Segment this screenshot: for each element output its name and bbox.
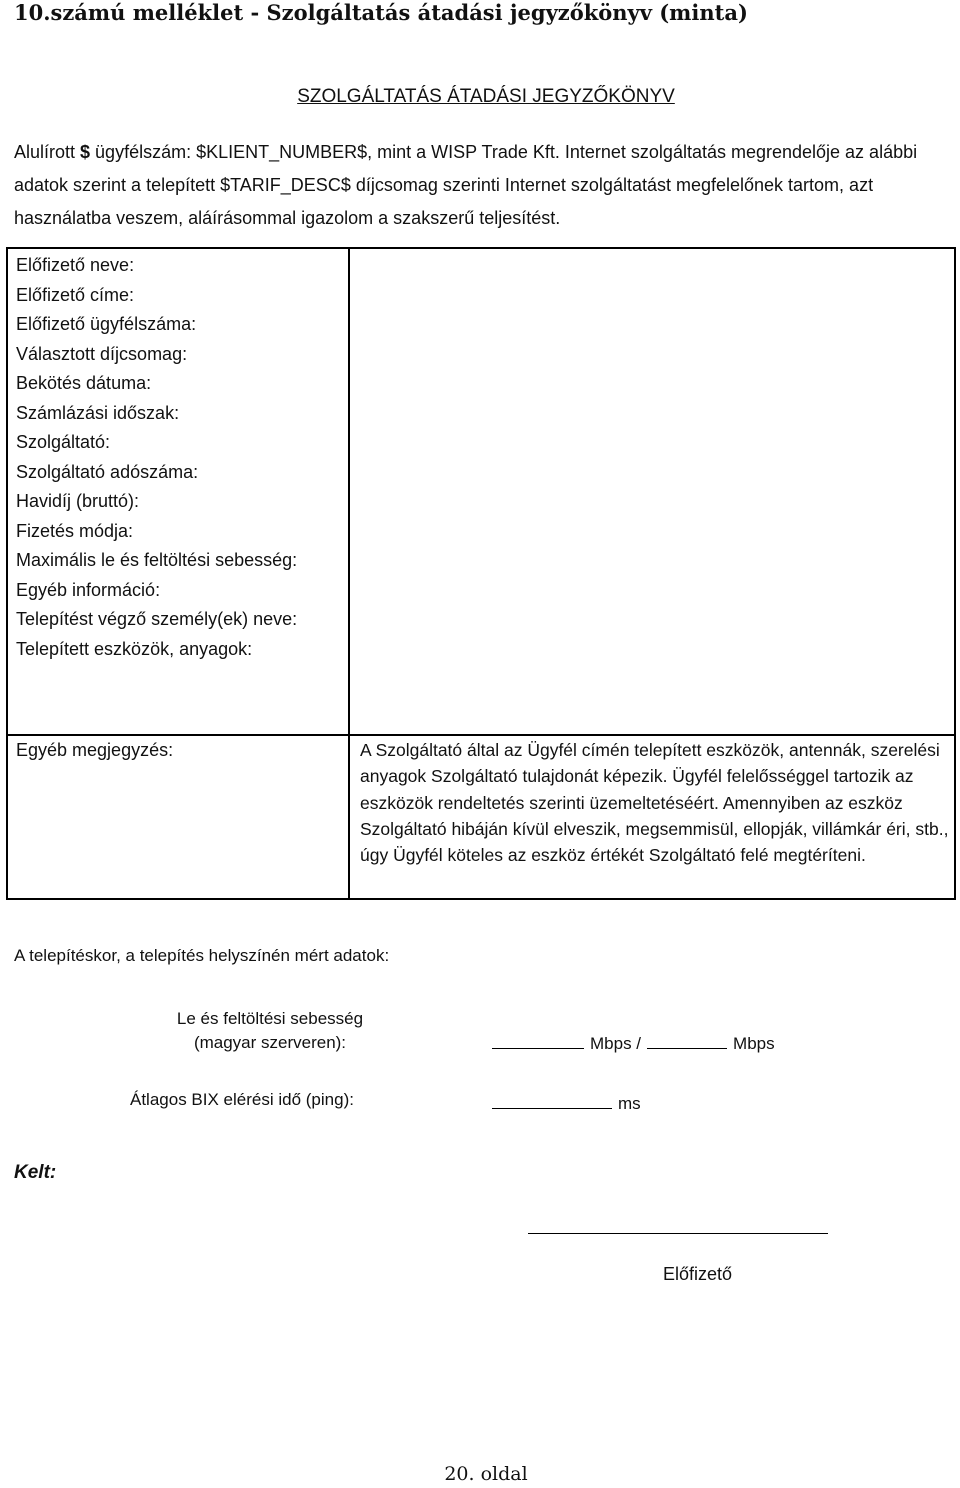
field-label: Előfizető ügyfélszáma: bbox=[16, 314, 197, 334]
measurements-intro: A telepítéskor, a telepítés helyszínén mért adatok: bbox=[14, 946, 390, 965]
intro-text-start: Alulírott bbox=[14, 142, 81, 162]
download-speed-blank[interactable] bbox=[492, 1030, 584, 1049]
fields-row bbox=[7, 248, 955, 735]
field-labels-cell bbox=[7, 248, 349, 735]
speed-label bbox=[120, 1007, 420, 1055]
field-label: Havidíj (bruttó): bbox=[16, 491, 140, 511]
ping-unit: ms bbox=[618, 1094, 641, 1113]
speed-unit-1: Mbps / bbox=[590, 1034, 642, 1053]
document-title: SZOLGÁLTATÁS ÁTADÁSI JEGYZŐKÖNYV bbox=[297, 86, 675, 107]
field-label: Maximális le és feltöltési sebesség: bbox=[16, 550, 298, 570]
field-label: Telepített eszközök, anyagok: bbox=[16, 638, 253, 659]
field-label: Fizetés módja: bbox=[16, 520, 134, 541]
note-text: A Szolgáltató által az Ügyfél címén telepített eszközök, antennák, szerelési anyagok Szolgáltató tulajdonát képezik. Ügyfél felelősséggel tartozik az eszközök rendeltetés szerinti üzemeltetéséért. Amennyiben az eszköz Szolgáltató hibáján kívül elveszik, megsemmisül, ellopják, villámkár éri, stb., úgy Ügyfél köteles az eszköz értékét Szolgáltató felé megtéríteni. bbox=[360, 740, 949, 866]
upload-speed-blank[interactable] bbox=[647, 1030, 727, 1049]
intro-paragraph bbox=[14, 136, 954, 235]
note-label: Egyéb megjegyzés: bbox=[16, 740, 174, 760]
note-row bbox=[7, 735, 955, 899]
intro-text-rest: ügyfélszám: $KLIENT_NUMBER$, mint a WISP Trade Kft. Internet szolgáltatás megrendelője az alábbi adatok szerint a telepített $TARIF_DESC$ díjcsomag szerinti Internet szolgáltatást megfelelőnek tartom, azt használatba veszem, aláírásommal igazolom a szakszerű teljesítést. bbox=[14, 142, 918, 228]
field-label: Szolgáltató: bbox=[16, 432, 111, 452]
note-text-cell bbox=[349, 735, 955, 899]
field-label: Számlázási időszak: bbox=[16, 402, 180, 423]
speed-label-line1: Le és feltöltési sebesség bbox=[176, 1009, 364, 1028]
field-label: Szolgáltató adószáma: bbox=[16, 461, 199, 482]
field-label: Egyéb információ: bbox=[16, 579, 161, 600]
field-label: Telepítést végző személy(ek) neve: bbox=[16, 609, 298, 629]
signature-label: Előfizető bbox=[663, 1264, 733, 1284]
field-values-cell[interactable] bbox=[349, 248, 955, 735]
note-label-cell bbox=[7, 735, 349, 899]
field-label: Előfizető címe: bbox=[16, 284, 135, 305]
field-label: Bekötés dátuma: bbox=[16, 373, 152, 393]
ping-values bbox=[492, 1090, 641, 1114]
page-number: 20. oldal bbox=[444, 1463, 528, 1485]
speed-unit-2: Mbps bbox=[733, 1034, 775, 1053]
protocol-form-table bbox=[6, 247, 956, 900]
intro-placeholder: $ bbox=[80, 142, 91, 162]
annex-heading: 10.számú melléklet - Szolgáltatás átadási jegyzőkönyv (minta) bbox=[14, 0, 748, 25]
field-label: Előfizető neve: bbox=[16, 255, 135, 275]
field-labels-list bbox=[8, 249, 348, 664]
speed-values bbox=[492, 1030, 775, 1054]
ping-label: Átlagos BIX elérési idő (ping): bbox=[130, 1090, 354, 1109]
kelt-label: Kelt: bbox=[14, 1162, 57, 1183]
ping-blank[interactable] bbox=[492, 1090, 612, 1109]
signature-line[interactable] bbox=[528, 1233, 828, 1234]
speed-label-line2: (magyar szerveren): bbox=[193, 1033, 347, 1052]
field-label: Választott díjcsomag: bbox=[16, 343, 188, 364]
